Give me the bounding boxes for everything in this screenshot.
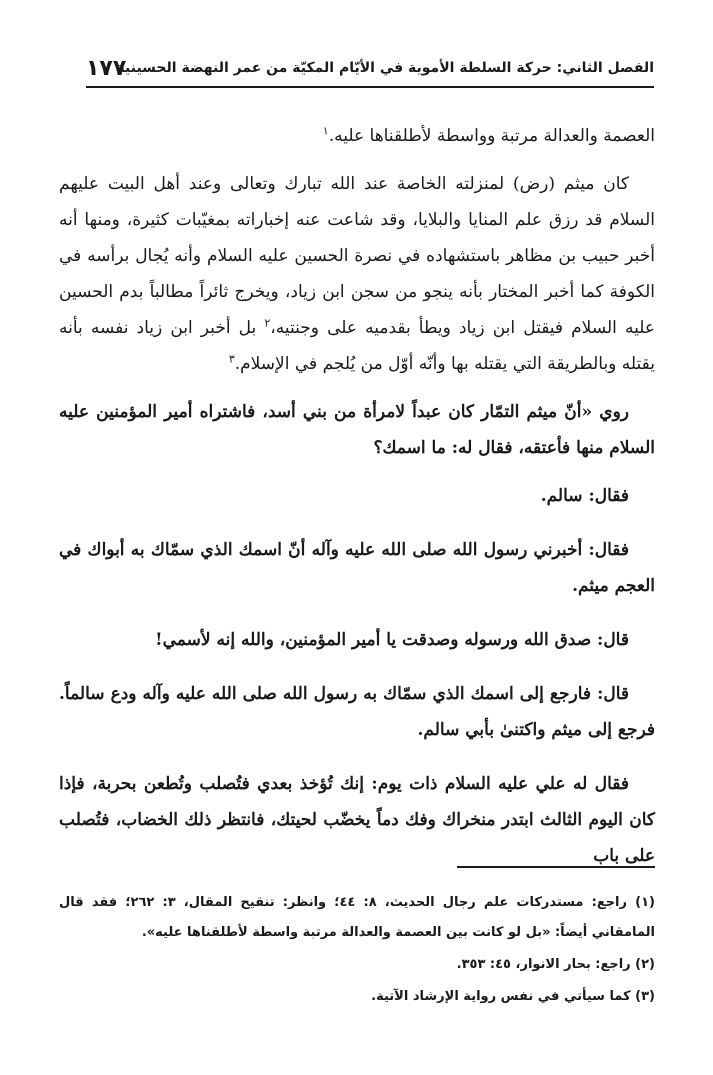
dialogue-2: فقال: أخبرني رسول الله صلى الله عليه وآله أنّ اسمك الذي سمّاك به أبواك في العجم ميثم. [59, 540, 655, 596]
chapter-title: الفصل الثاني: حركة السلطة الأموية في الأيّام المكيّة من عمر النهضة الحسينية [116, 60, 654, 76]
dialogue-5: فقال له علي عليه السلام ذات يوم: إنك تُؤخذ بعدي فتُصلب وتُطعن بحربة، فإذا كان اليوم الثالث ابتدر منخراك وفك دماً يخضّب لحيتك، فانتظر ذلك الخضاب، فتُصلب على باب [59, 774, 655, 866]
paragraph-2-text: كان ميثم (رض) لمنزلته الخاصة عند الله تبارك وتعالى وعند أهل البيت عليهم السلام قد رزق علم المنايا والبلايا، وقد شاعت عنه إخباراته بمغيّبات كثيرة، ومنها أنه أخبر حبيب بن مظاهر باستشهاده في نصرة الحسين عليه السلام وأنه يُجال برأسه في الكوفة كما أخبر المختار بأنه ينجو من سجن ابن زياد، ويخرج ثائراً مطالباً بدم الحسين عليه السلام فيقتل ابن زياد ويطأ بقدميه على وجنتيه، [59, 174, 655, 338]
main-text [59, 118, 655, 892]
footnote-ref-2: ٢ [264, 316, 271, 330]
page-header [86, 52, 654, 88]
footnote-ref-3: ٣ [228, 352, 235, 366]
paragraph-2b-text: بل أخبر ابن زياد نفسه بأنه يقتله وبالطريقة التي يقتله بها وأنّه أوّل من يُلجم في الإسلام. [59, 318, 655, 374]
footnote-ref-1: ١ [322, 124, 329, 138]
footnote-3: (٣) كما سيأتي في نفس رواية الإرشاد الآتية. [371, 989, 655, 1004]
footnote-2: (٢) راجع: بحار الانوار، ٤٥: ٣٥٣. [456, 957, 655, 972]
footnote-divider [457, 866, 655, 868]
footnotes [59, 888, 655, 1014]
page-number: ١٧٧ [86, 56, 127, 81]
paragraph-1 [59, 118, 655, 154]
footnote-1: (١) راجع: مستدركات علم رجال الحديث، ٨: ٤٤؛ وانظر: تنقيح المقال، ٣: ٢٦٢؛ فقد قال المامقاني أيضاً: «بل لو كانت بين العصمة والعدالة مرتبة واسطة لأطلقناها عليه». [59, 895, 655, 940]
dialogue-1: فقال: سالم. [540, 486, 629, 506]
paragraph-2 [59, 166, 655, 382]
dialogue-3: قال: صدق الله ورسوله وصدقت يا أمير المؤمنين، والله إنه لأسمي! [155, 630, 629, 650]
dialogue-4: قال: فارجع إلى اسمك الذي سمّاك به رسول الله صلى الله عليه وآله ودع سالماً. فرجع إلى ميثم واكتنىٰ بأبي سالم. [59, 684, 655, 740]
paragraph-1-text: العصمة والعدالة مرتبة وواسطة لأطلقناها عليه. [328, 126, 655, 146]
paragraph-3: روي «أنّ ميثم التمّار كان عبداً لامرأة من بني أسد، فاشتراه أمير المؤمنين عليه السلام منها فأعتقه، فقال له: ما اسمك؟ [59, 402, 655, 458]
